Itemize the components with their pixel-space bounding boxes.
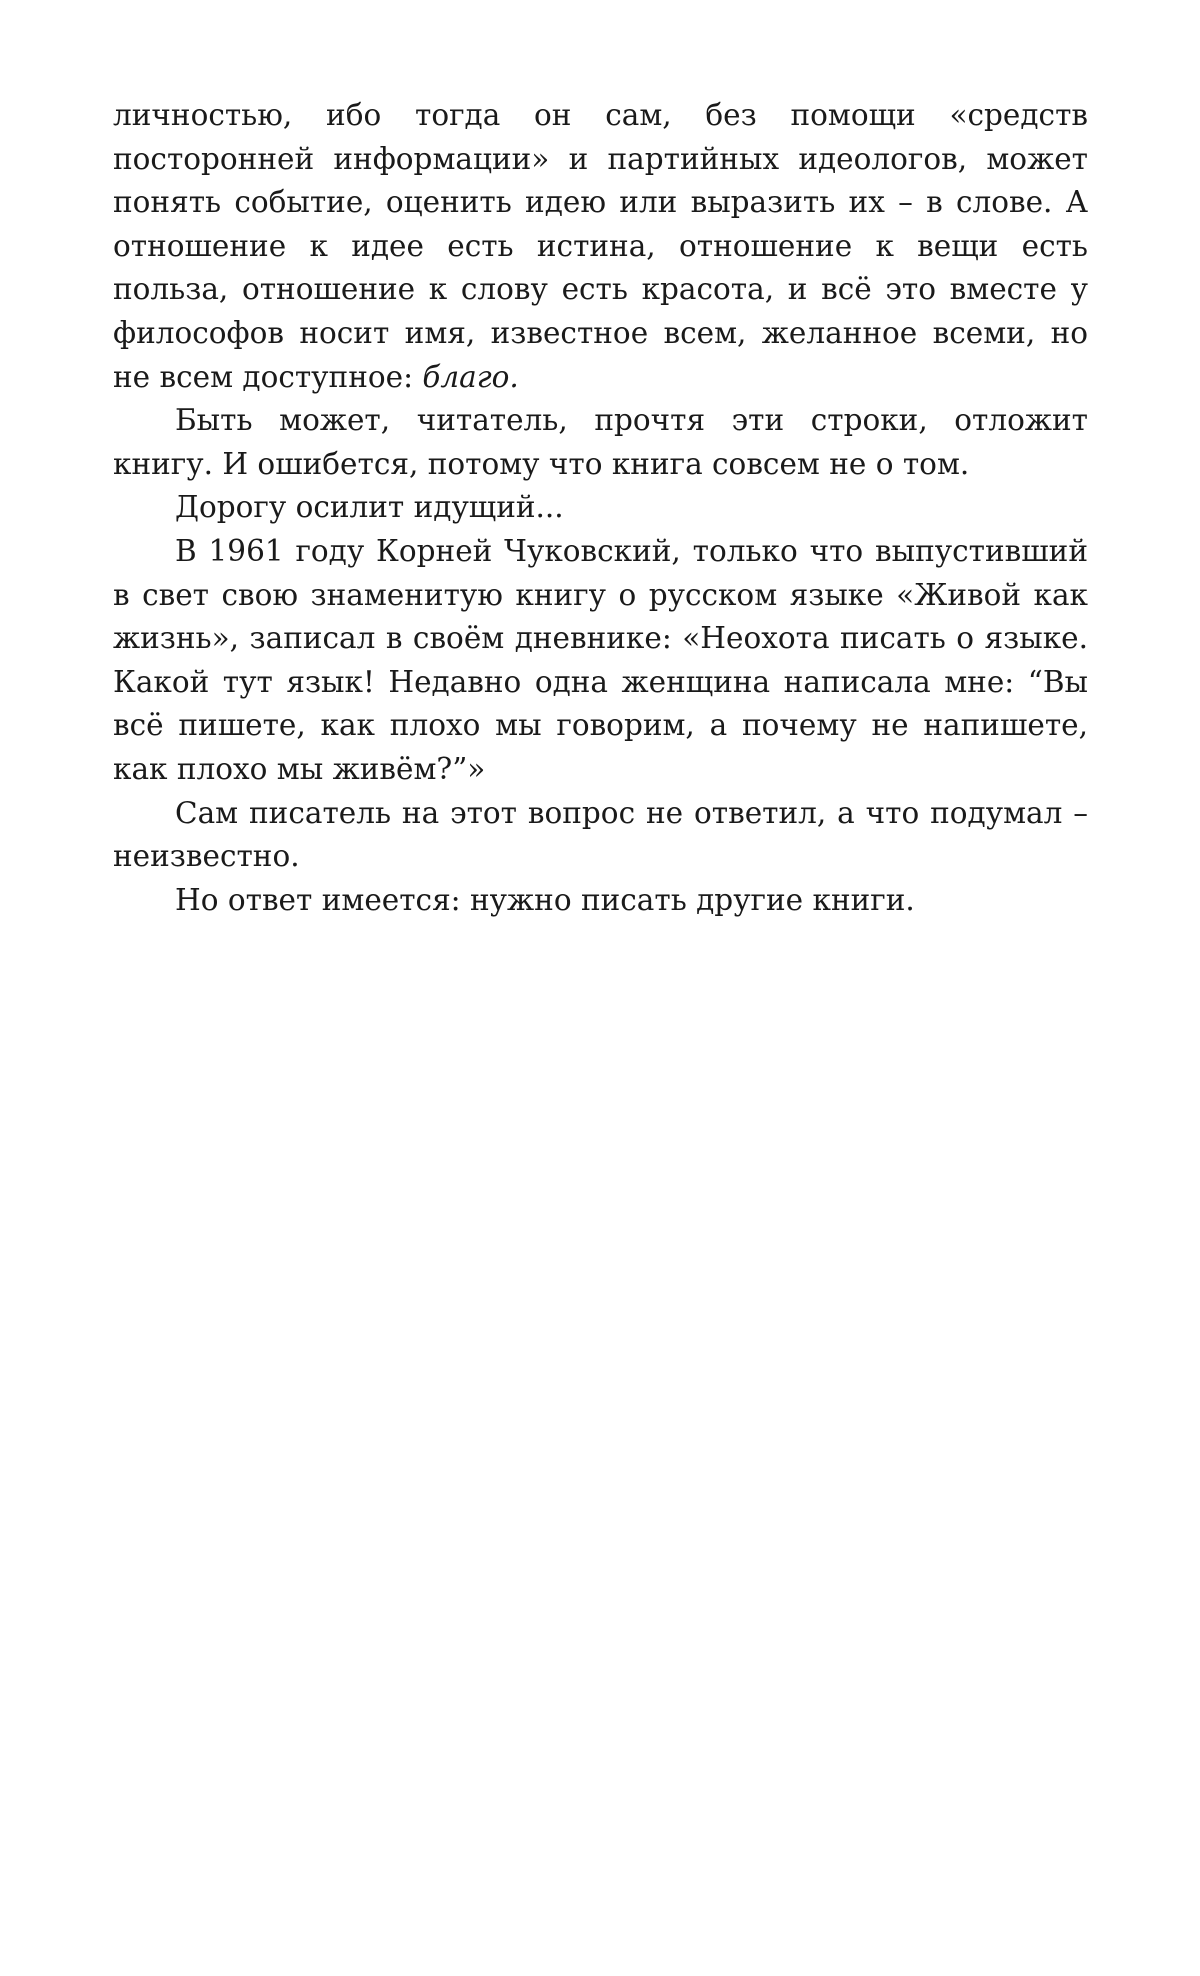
paragraph-3: Дорогу осилит идущий... <box>175 490 564 525</box>
paragraph-1-text: личностью, ибо тогда он сам, без помощи «средств посторонней информации» и партийных идеологов, может понять событие, оценить идею или выразить их – в слове. А отношение к идее есть истина, отношение к вещи есть польза, отношение к слову есть красота, и всё это вместе у философов носит имя, известное всем, желанное всеми, но не всем доступное: <box>113 98 1088 394</box>
paragraph-2: Быть может, читатель, прочтя эти строки, отложит книгу. И ошибется, потому что книга совсем не о том. <box>113 403 1088 481</box>
emphasis-blago: благо. <box>422 359 519 394</box>
paragraph-1 <box>113 94 1088 399</box>
paragraph-4: В 1961 году Корней Чуковский, только что выпустивший в свет свою знаменитую книгу о русском языке «Живой как жизнь», записал в своём дневнике: «Неохота писать о языке. Какой тут язык! Недавно одна женщина написала мне: “Вы всё пишете, как плохо мы говорим, а почему не напишете, как плохо мы живём?”» <box>113 533 1088 786</box>
page-text <box>113 94 1088 922</box>
paragraph-5: Сам писатель на этот вопрос не ответил, а что подумал – неизвестно. <box>113 795 1088 874</box>
paragraph-6: Но ответ имеется: нужно писать другие книги. <box>175 882 915 917</box>
